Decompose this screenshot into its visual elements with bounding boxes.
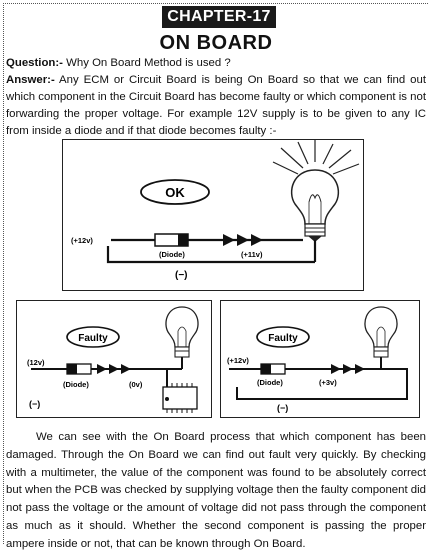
faulty-left-ground-symbol: (−) (29, 399, 41, 409)
faulty-left-circuit-diagram (17, 301, 211, 417)
question-label: Question:- (6, 57, 63, 69)
circuit-wires (108, 240, 315, 262)
faulty-left-input-voltage: (12v) (27, 358, 45, 367)
question-answer-block (6, 55, 426, 140)
bulb-rays (273, 140, 359, 174)
faulty-right-badge: Faulty (268, 333, 298, 344)
faulty-right-diode-label: (Diode) (257, 378, 283, 387)
question-line (6, 55, 426, 72)
faulty-right-ground-symbol: (−) (277, 403, 289, 413)
question-text: Why On Board Method is used ? (62, 57, 231, 69)
figure-faulty-right (220, 300, 420, 418)
light-bulb-icon (166, 307, 198, 357)
faulty-right-circuit-diagram (221, 301, 419, 417)
ok-input-voltage: (+12v) (71, 236, 93, 245)
page-title: ON BOARD (159, 32, 273, 54)
ok-diode-label: (Diode) (159, 250, 185, 259)
figure-ok (62, 139, 364, 291)
current-arrows (97, 364, 131, 374)
answer-label: Answer:- (6, 74, 55, 86)
ok-ground-symbol: (−) (175, 270, 188, 281)
light-bulb-icon (292, 170, 339, 242)
diode-icon (261, 364, 285, 374)
diode-icon (67, 364, 91, 374)
current-arrows (331, 364, 365, 374)
ok-badge: OK (165, 185, 185, 200)
explanation-paragraph: We can see with the On Board process that which component has been damaged. Through the On Board we can find out fault very quickly. By checking with a multimeter, the value of the component was found to be absolutely correct but when the PCB was checked by supplying voltage then the faulty component did not pass the voltage or the amount of voltage did not pass through the component as much as it should. Whether the second component is passing the proper ampere inside or not, that can be known through On Board. (6, 431, 426, 550)
faulty-left-output-voltage: (0v) (129, 380, 143, 389)
current-arrows (223, 234, 263, 246)
faulty-right-output-voltage: (+3v) (319, 378, 337, 387)
ok-circuit-diagram (63, 140, 363, 290)
ok-output-voltage: (+11v) (241, 250, 263, 259)
faulty-left-badge: Faulty (78, 333, 108, 344)
answer-line (6, 72, 426, 140)
circuit-wires (229, 357, 407, 399)
circuit-wires (31, 357, 182, 387)
faulty-right-input-voltage: (+12v) (227, 356, 249, 365)
diode-icon (155, 234, 188, 246)
faulty-left-diode-label: (Diode) (63, 380, 89, 389)
figure-faulty-left (16, 300, 212, 418)
answer-text: Any ECM or Circuit Board is being On Board so that we can find out which component in the Circuit Board has become faulty or which component is not forwarding the proper voltage. For example 12V supply is to be given to any IC from inside a diode and if that diode becomes faulty :- (6, 74, 426, 137)
chapter-heading: CHAPTER-17 (162, 6, 276, 28)
ic-chip-icon (163, 383, 197, 413)
light-bulb-icon (365, 307, 397, 357)
